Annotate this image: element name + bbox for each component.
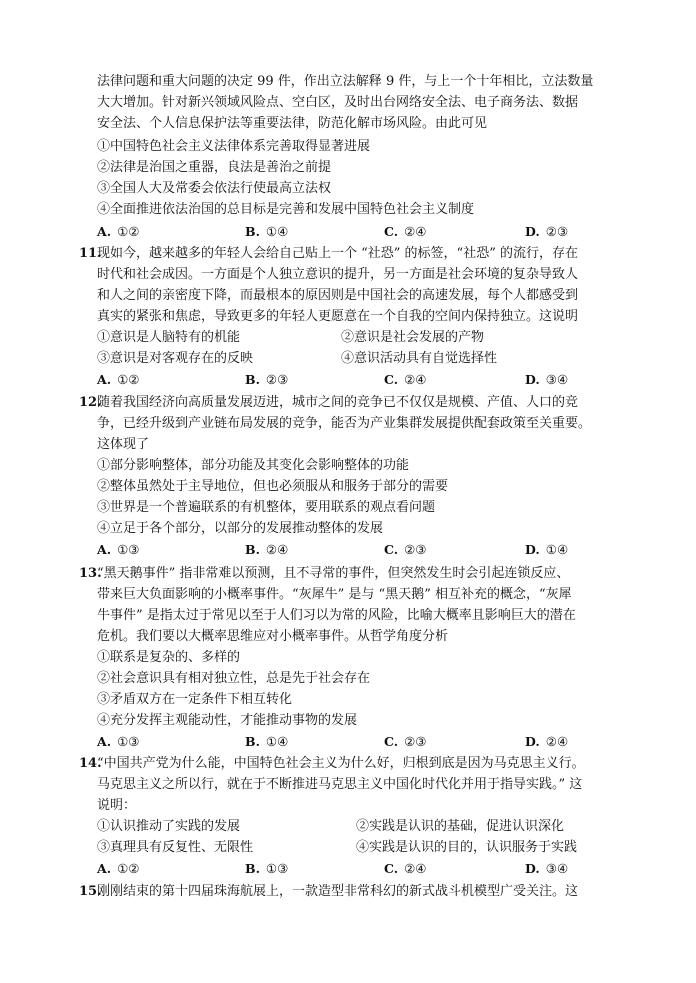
q13-text-line-2: 带来巨大负面影响的小概率事件。“灰犀牛” 是与 “黑天鹅” 相互补充的概念，“灰犀 (97, 587, 572, 602)
q14-text-line-1: “中国共产党为什么能，中国特色社会主义为什么好，归根到底是因为马克思主义行。 (97, 756, 585, 771)
q12-choice-a[interactable]: A. ①③ (97, 542, 140, 557)
q10-text-line-3: 安全法、个人信息保护法等重要法律，防范化解市场风险。由此可见 (97, 116, 488, 131)
q11-choice-d[interactable]: D. ③④ (525, 372, 569, 387)
q13-text-line-1: “黑天鹅事件” 指非常难以预测，且不寻常的事件，但突然发生时会引起连锁反应、 (97, 566, 570, 581)
q13-option-4: ④充分发挥主观能动性，才能推动事物的发展 (97, 713, 358, 728)
q14-choice-d[interactable]: D. ③④ (525, 861, 569, 876)
q10-option-4: ④全面推进依法治国的总目标是完善和发展中国特色社会主义制度 (97, 202, 475, 217)
q10-choice-c[interactable]: C. ②④ (384, 224, 427, 239)
q11-number: 11. (79, 246, 102, 261)
q13-choice-a[interactable]: A. ①③ (97, 734, 140, 749)
q13-option-1: ①联系是复杂的、多样的 (97, 650, 241, 665)
q11-text-line-4: 真实的紧张和焦虑，导致更多的年轻人更愿意在一个自我的空间内保持独立。这说明 (97, 309, 579, 324)
q10-text-line-1: 法律问题和重大问题的决定 99 件，作出立法解释 9 件，与上一个十年相比，立法数量 (97, 74, 594, 89)
q11-text-line-1: 现如今，越来越多的年轻人会给自己贴上一个 “社恐” 的标签，“社恐” 的流行，存在 (97, 246, 578, 261)
q14-option-3: ③真理具有反复性、无限性 (97, 840, 254, 855)
q12-option-4: ④立足于各个部分，以部分的发展推动整体的发展 (97, 521, 384, 536)
q11-text-line-3: 和人之间的亲密度下降，而最根本的原因则是中国社会的高速发展，每个人都感受到 (97, 288, 579, 303)
q13-text-line-3: 牛事件” 是指太过于常见以至于人们习以为常的风险，比喻大概率且影响巨大的潜在 (97, 608, 576, 623)
q10-choice-b[interactable]: B. ①④ (245, 224, 289, 239)
q12-text-line-2: 争，已经升级到产业链布局发展的竞争，能否为产业集群发展提供配套政策至关重要。 (97, 416, 592, 431)
q11-option-2: ②意识是社会发展的产物 (341, 330, 485, 345)
q13-text-line-4: 危机。我们要以大概率思维应对小概率事件。从哲学角度分析 (97, 629, 449, 644)
q11-choice-b[interactable]: B. ②③ (245, 372, 289, 387)
q13-choice-b[interactable]: B. ①④ (245, 734, 289, 749)
q12-number: 12. (79, 395, 102, 410)
q10-option-2: ②法律是治国之重器，良法是善治之前提 (97, 160, 332, 175)
q12-choice-d[interactable]: D. ①④ (525, 542, 569, 557)
q14-text-line-3: 说明： (97, 798, 137, 813)
q14-choice-c[interactable]: C. ②④ (384, 861, 427, 876)
q15-number: 15. (79, 884, 102, 899)
q10-option-3: ③全国人大及常委会依法行使最高立法权 (97, 181, 332, 196)
q14-option-4: ④实践是认识的目的，认识服务于实践 (356, 840, 578, 855)
q11-choice-a[interactable]: A. ①② (97, 372, 140, 387)
q10-text-line-2: 大大增加。针对新兴领域风险点、空白区，及时出台网络安全法、电子商务法、数据 (97, 95, 579, 110)
q13-number: 13. (79, 566, 102, 581)
q10-option-1: ①中国特色社会主义法律体系完善取得显著进展 (97, 139, 371, 154)
q10-choice-a[interactable]: A. ①② (97, 224, 140, 239)
q12-option-3: ③世界是一个普遍联系的有机整体，要用联系的观点看问题 (97, 500, 436, 515)
q12-choice-c[interactable]: C. ②③ (384, 542, 427, 557)
q11-option-1: ①意识是人脑特有的机能 (97, 330, 241, 345)
q14-option-1: ①认识推动了实践的发展 (97, 819, 241, 834)
q10-choice-d[interactable]: D. ②③ (525, 224, 569, 239)
q13-choice-d[interactable]: D. ②④ (525, 734, 569, 749)
q11-option-3: ③意识是对客观存在的反映 (97, 351, 254, 366)
q12-text-line-1: 随着我国经济向高质量发展迈进，城市之间的竞争已不仅仅是规模、产值、人口的竞 (97, 395, 579, 410)
q12-option-1: ①部分影响整体，部分功能及其变化会影响整体的功能 (97, 458, 410, 473)
q12-text-line-3: 这体现了 (97, 437, 150, 452)
q15-text-line-1: 刚刚结束的第十四届珠海航展上，一款造型非常科幻的新式战斗机模型广受关注。这 (97, 884, 579, 899)
q14-choice-b[interactable]: B. ①③ (245, 861, 289, 876)
q13-choice-c[interactable]: C. ②③ (384, 734, 427, 749)
q14-number: 14. (79, 756, 102, 771)
q14-text-line-2: 马克思主义之所以行，就在于不断推进马克思主义中国化时代化并用于指导实践。” 这 (97, 777, 583, 792)
q12-choice-b[interactable]: B. ②④ (245, 542, 289, 557)
q13-option-3: ③矛盾双方在一定条件下相互转化 (97, 692, 293, 707)
q11-text-line-2: 时代和社会成因。一方面是个人独立意识的提升，另一方面是社会环境的复杂导致人 (97, 267, 579, 282)
q11-choice-c[interactable]: C. ②④ (384, 372, 427, 387)
q14-option-2: ②实践是认识的基础，促进认识深化 (356, 819, 565, 834)
q13-option-2: ②社会意识具有相对独立性，总是先于社会存在 (97, 671, 371, 686)
q11-option-4: ④意识活动具有自觉选择性 (341, 351, 498, 366)
q14-choice-a[interactable]: A. ①② (97, 861, 140, 876)
q12-option-2: ②整体虽然处于主导地位，但也必须服从和服务于部分的需要 (97, 479, 449, 494)
